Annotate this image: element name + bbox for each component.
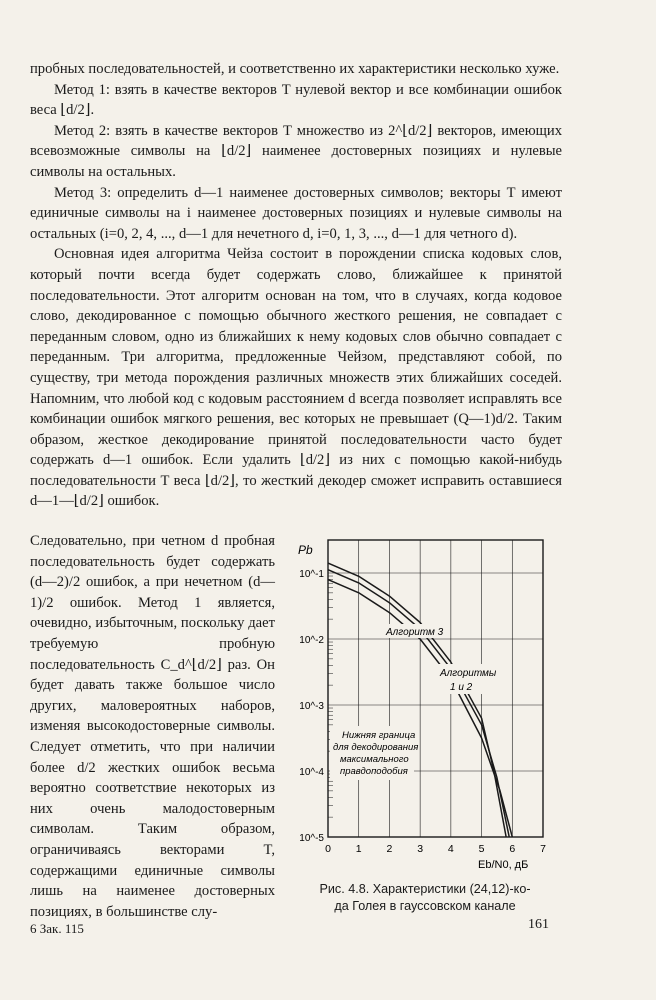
annotation-1-and-2: 1 и 2	[450, 682, 473, 693]
x-tick-label: 1	[355, 843, 362, 855]
y-tick-label: 10^-5	[299, 833, 324, 844]
series-line-2	[328, 570, 509, 837]
x-tick-label: 7	[540, 843, 546, 855]
x-tick-label: 3	[417, 843, 424, 855]
x-axis-label: Eb/N0, дБ	[478, 859, 529, 871]
y-tick-label: 10^-1	[299, 569, 324, 580]
x-tick-labels	[325, 843, 546, 855]
y-tick-labels	[299, 569, 324, 844]
annotation-lower-bound-2: для декодирования	[333, 742, 419, 753]
figure-caption	[290, 881, 560, 915]
y-tick-label: 10^-3	[299, 701, 324, 712]
annotation-algorithms: Алгоритмы	[440, 668, 497, 679]
annotation-lower-bound-3: максимального	[340, 754, 409, 765]
annotation-lower-bound-1: Нижняя граница	[342, 730, 416, 741]
chart-svg	[288, 530, 563, 875]
x-tick-label: 6	[509, 843, 516, 855]
x-tick-label: 5	[478, 843, 485, 855]
paragraph-method-3: Метод 3: определить d—1 наименее достоверных символов; векторы T имеют единичные символы на i наименее достоверных позициях и нулевые символы на остальных (i=0, 2, 4, ..., d—1 для нечетного d, i=0, 1, 3, ..., d—1 для четного d).	[30, 184, 562, 242]
y-tick-label: 10^-4	[299, 767, 324, 778]
annotation-algorithm-3: Алгоритм 3	[386, 627, 444, 638]
paragraph-continuation: пробных последовательностей, и соответственно их характеристики несколько хуже.	[30, 61, 560, 77]
paragraph-left-column: Следовательно, при четном d пробная последовательность будет содержать (d—2)/2 ошибок, а при нечетном (d—1)/2 ошибок. Метод 1 является, очевидно, избыточным, поскольку дает требуемую пробную последовательность C_d^⌊d/2⌋ раз. Он будет давать также большое число других, маловероятных наборов, изменяя высокодостоверные символы. Следует отметить, что при наличии более d/2 жестких ошибок весьма вероятно соответствие некоторых из них очень малодостоверным символам. Таким образом, ограничиваясь векторами T, содержащими единичные символы лишь на наименее достоверных позициях, в большинстве слу-	[30, 533, 275, 920]
x-tick-label: 4	[447, 843, 454, 855]
paragraph-chase-idea: Основная идея алгоритма Чейза состоит в порождении списка кодовых слов, который почти всегда будет содержать слово, ближайшее к принятой последовательности. Этот алгоритм основан на том, что в случаях, когда кодовое слово, декодированное с помощью обычного жесткого решения, не совпадает с переданным словом, одно из ближайших к нему кодовых слов обычно совпадает с переданным. Три алгоритма, предложенные Чейзом, представляют собой, по существу, три метода порождения различных множеств этих ближайших соседей. Напомним, что любой код с кодовым расстоянием d всегда позволяет исправлять все комбинации ошибок мягкого решения, вес которых не превышает (Q—1)d/2. Таким образом, жесткое декодирование принятой последовательности часто будет содержать d—1 ошибок. Если удалить ⌊d/2⌋ из них с помощью какой-нибудь последовательности T веса ⌊d/2⌋, то жесткий декодер сможет исправить оставшиеся d—1—⌊d/2⌋ ошибок.	[30, 246, 562, 510]
page-number: 161	[528, 917, 549, 932]
main-text	[30, 59, 562, 512]
annotation-lower-bound-4: правдоподобия	[340, 766, 408, 777]
figure-chart	[288, 530, 563, 930]
paragraph-method-2: Метод 2: взять в качестве векторов T множество из 2^⌊d/2⌋ векторов, имеющих всевозможные символы на ⌊d/2⌋ наименее достоверных позициях и нулевые символы на остальных.	[30, 122, 562, 180]
paragraph-method-1: Метод 1: взять в качестве векторов T нулевой вектор и все комбинации ошибок веса ⌊d/2⌋.	[30, 81, 562, 119]
caption-line-1: Рис. 4.8. Характеристики (24,12)-ко-	[319, 882, 531, 896]
left-column-text	[30, 531, 275, 922]
caption-line-2: да Голея в гауссовском канале	[334, 899, 516, 913]
y-axis-label: Pb	[298, 543, 313, 557]
x-tick-label: 0	[325, 843, 331, 855]
printer-signature: 6 Зак. 115	[30, 921, 84, 936]
series-line-3	[328, 563, 506, 837]
x-tick-label: 2	[386, 843, 393, 855]
y-tick-label: 10^-2	[299, 635, 324, 646]
